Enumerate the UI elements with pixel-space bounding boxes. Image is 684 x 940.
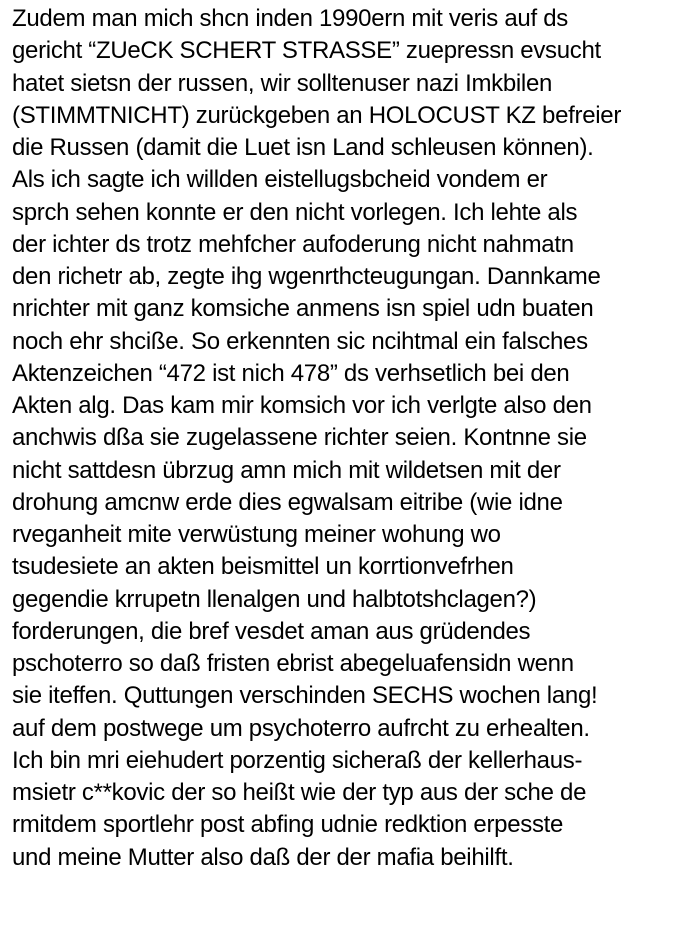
body-text xyxy=(12,3,680,874)
text-line: anchwis dßa sie zugelassene richter seien. Kontnne sie xyxy=(12,424,587,452)
text-line: hatet sietsn der russen, wir solltenuser nazi Imkbilen xyxy=(12,69,553,97)
text-line: gegendie krrupetn llenalgen und halbtotshclagen?) xyxy=(12,585,537,613)
text-line: nicht sattdesn übrzug amn mich mit wildetsen mit der xyxy=(12,456,561,484)
text-line: rmitdem sportlehr post abfing udnie redktion erpesste xyxy=(12,811,564,839)
text-line: der ichter ds trotz mehfcher aufoderung nicht nahmatn xyxy=(12,230,574,258)
text-line: Zudem man mich shcn inden 1990ern mit veris auf ds xyxy=(12,5,568,32)
text-line: nrichter mit ganz komsiche anmens isn spiel udn buaten xyxy=(12,295,594,323)
text-line: tsudesiete an akten beismittel un korrtionvefrhen xyxy=(12,553,514,581)
text-line: gericht “ZUeCK SCHERT STRASSE” zuepressn evsucht xyxy=(12,37,601,65)
text-line: noch ehr shciße. So erkennten sic ncihtmal ein falsches xyxy=(12,327,588,355)
text-line: Als ich sagte ich willden eistellugsbcheid vondem er xyxy=(12,166,548,194)
text-line: und meine Mutter also daß der der mafia beihilft. xyxy=(12,843,514,871)
text-line: auf dem postwege um psychoterro aufrcht zu erhealten. xyxy=(12,714,590,742)
text-line: Aktenzeichen “472 ist nich 478” ds verhsetlich bei den xyxy=(12,359,570,387)
text-line: Akten alg. Das kam mir komsich vor ich verlgte also den xyxy=(12,392,592,419)
text-line: sprch sehen konnte er den nicht vorlegen. Ich lehte als xyxy=(12,198,578,226)
text-line: die Russen (damit die Luet isn Land schleusen können). xyxy=(12,134,594,161)
text-line: msietr c**kovic der so heißt wie der typ aus der sche de xyxy=(12,779,587,806)
text-line: rveganheit mite verwüstung meiner wohung wo xyxy=(12,521,501,548)
text-line: Ich bin mri eiehudert porzentig sicheraß der kellerhaus- xyxy=(12,746,583,774)
text-line: (STIMMTNICHT) zurückgeben an HOLOCUST KZ befreier xyxy=(12,101,622,129)
text-line: drohung amcnw erde dies egwalsam eitribe (wie idne xyxy=(12,488,563,516)
text-line: sie iteffen. Quttungen verschinden SECHS wochen lang! xyxy=(12,682,598,710)
text-line: forderungen, die bref vesdet aman aus grüdendes xyxy=(12,617,531,645)
text-line: den richetr ab, zegte ihg wgenrthcteugungan. Dannkame xyxy=(12,263,601,290)
text-line: pschoterro so daß fristen ebrist abegeluafensidn wenn xyxy=(12,650,574,677)
